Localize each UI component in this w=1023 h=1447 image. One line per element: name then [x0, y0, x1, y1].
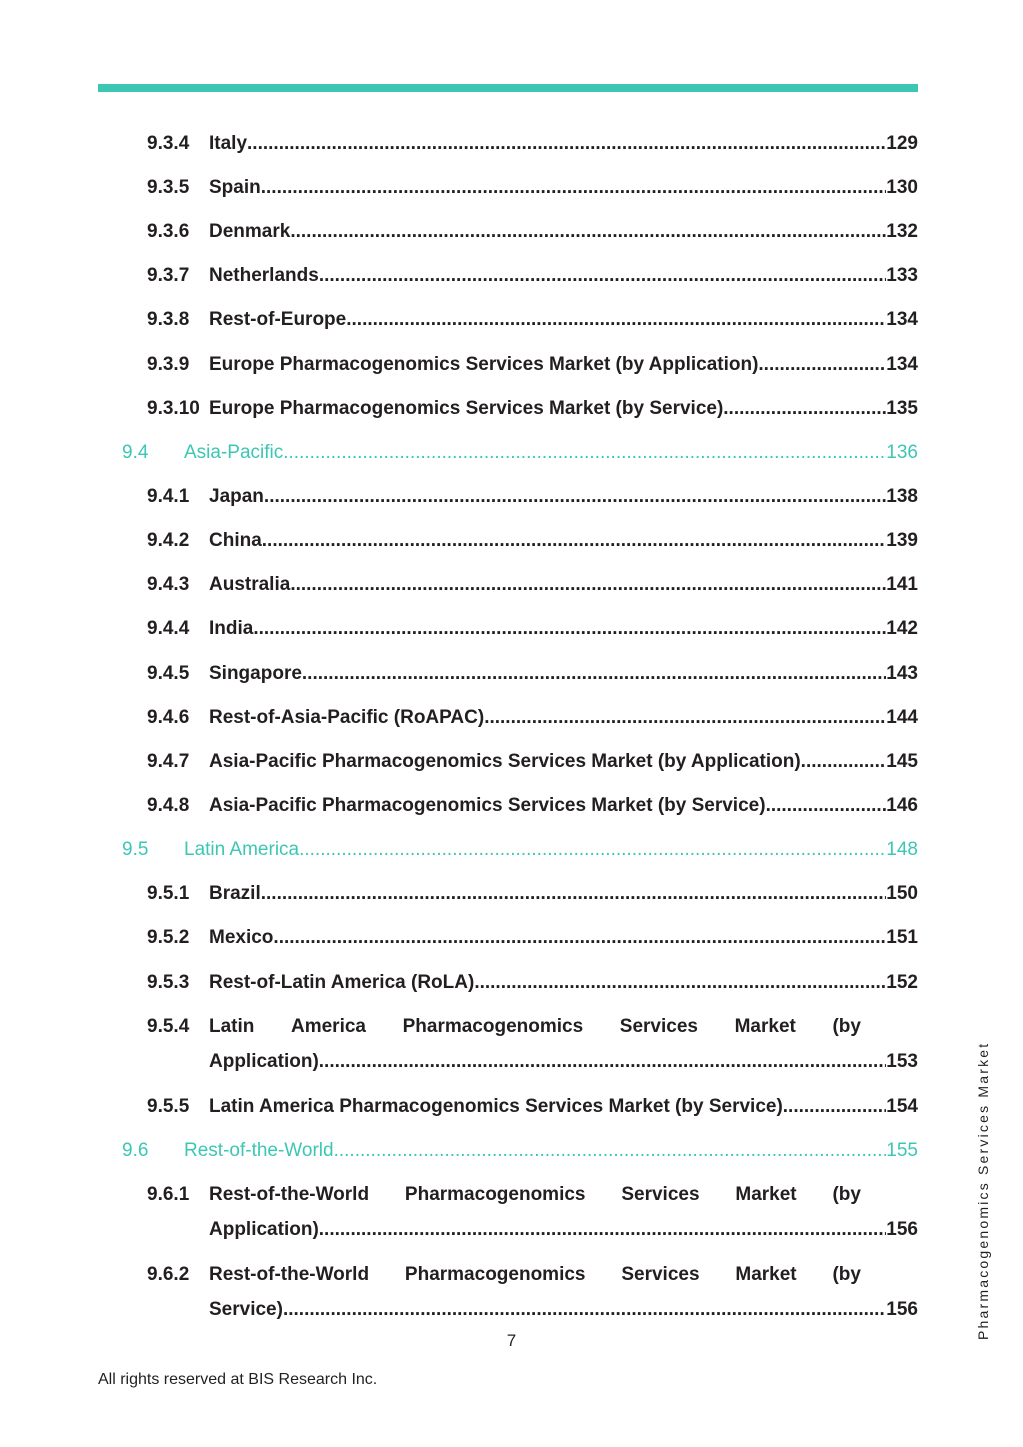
title-word: Rest-of-the-World: [209, 1264, 370, 1285]
toc-entry-title: China: [209, 530, 262, 551]
toc-entry-number: 9.4.8: [147, 795, 190, 816]
toc-entry-page: 144: [886, 707, 918, 728]
toc-entry-title-line1: [209, 1183, 861, 1207]
title-word: Services: [619, 1016, 698, 1037]
toc-entry-title-line2: Application): [209, 1219, 319, 1240]
toc-entry-page: 133: [886, 265, 918, 286]
toc-entry-number: 9.4: [122, 442, 149, 463]
toc-entry-number: 9.3.8: [147, 309, 190, 330]
toc-entry-number: 9.3.5: [147, 177, 190, 198]
toc-entry-title: Asia-Pacific Pharmacogenomics Services Market (by Service): [209, 795, 766, 816]
header-accent-bar: [98, 84, 918, 92]
title-word: Services: [621, 1184, 700, 1205]
toc-entry-page: 143: [886, 663, 918, 684]
toc-entry-number: 9.5.3: [147, 972, 190, 993]
toc-entry-page: 156: [886, 1299, 918, 1320]
toc-entry-title-line1: [209, 1263, 861, 1287]
toc-entry-number: 9.3.7: [147, 265, 190, 286]
toc-entry-number: 9.3.9: [147, 354, 190, 375]
toc-entry-number: 9.6.1: [147, 1184, 190, 1205]
footer-copyright: All rights reserved at BIS Research Inc.: [98, 1371, 378, 1388]
title-word: (by: [832, 1184, 861, 1205]
title-word: Services: [621, 1264, 700, 1285]
toc-entry-page: 142: [886, 618, 918, 639]
toc-entry-title: Rest-of-Latin America (RoLA): [209, 972, 475, 993]
title-word: Rest-of-the-World: [209, 1184, 370, 1205]
toc-entry-title: Asia-Pacific Pharmacogenomics Services Market (by Application): [209, 751, 801, 772]
dot-leader: [283, 1298, 886, 1322]
title-word: (by: [832, 1264, 861, 1285]
toc-entry-page: 153: [886, 1051, 918, 1072]
toc-entry-title: Europe Pharmacogenomics Services Market (by Application): [209, 354, 759, 375]
title-word: Pharmacogenomics: [402, 1016, 584, 1037]
toc-entry-number: 9.4.6: [147, 707, 190, 728]
toc-entry-page: 139: [886, 530, 918, 551]
dot-leader: [262, 529, 887, 553]
dot-leader: [247, 132, 886, 156]
toc-entry-number: 9.4.7: [147, 751, 190, 772]
toc-entry-page: 134: [886, 309, 918, 330]
toc-entry-number: 9.4.5: [147, 663, 190, 684]
title-word: Market: [735, 1264, 797, 1285]
toc-entry-title: Europe Pharmacogenomics Services Market (by Service): [209, 398, 724, 419]
title-word: America: [291, 1016, 366, 1037]
dot-leader: [273, 926, 886, 950]
dot-leader: [474, 971, 886, 995]
dot-leader: [261, 882, 887, 906]
side-running-title: Pharmacogenomics Services Market: [975, 1041, 991, 1340]
toc-entry-number: 9.3.10: [147, 398, 200, 419]
toc-entry-title-line2: Application): [209, 1051, 319, 1072]
toc-entry-title: Rest-of-Asia-Pacific (RoAPAC): [209, 707, 485, 728]
toc-entry-number: 9.4.4: [147, 618, 190, 639]
toc-entry-title: Denmark: [209, 221, 291, 242]
dot-leader: [261, 176, 887, 200]
page-number: 7: [506, 1331, 517, 1350]
toc-entry-title: Brazil: [209, 883, 261, 904]
dot-leader: [484, 706, 886, 730]
toc-entry-page: 141: [886, 574, 918, 595]
toc-entry-number: 9.3.4: [147, 133, 190, 154]
toc-entry-title: Spain: [209, 177, 261, 198]
toc-entry-number: 9.4.1: [147, 486, 190, 507]
toc-entry-title: Singapore: [209, 663, 302, 684]
dot-leader: [299, 838, 886, 862]
toc-entry-page: 132: [886, 221, 918, 242]
toc-entry-title: Rest-of-the-World: [184, 1140, 334, 1161]
dot-leader: [723, 397, 886, 421]
toc-entry-title: Australia: [209, 574, 291, 595]
dot-leader: [766, 794, 887, 818]
toc-entry-number: 9.4.3: [147, 574, 190, 595]
toc-entry-page: 148: [886, 839, 918, 860]
toc-entry-page: 150: [886, 883, 918, 904]
title-word: Market: [735, 1184, 797, 1205]
toc-entry-number: 9.5.4: [147, 1016, 190, 1037]
toc-entry-title-line2: Service): [209, 1299, 283, 1320]
toc-entry-title: Netherlands: [209, 265, 319, 286]
title-word: Pharmacogenomics: [404, 1184, 586, 1205]
dot-leader: [264, 485, 886, 509]
dot-leader: [319, 1050, 887, 1074]
toc-entry-title-line1: [209, 1015, 861, 1039]
toc-entry-title: Italy: [209, 133, 248, 154]
dot-leader: [346, 308, 886, 332]
dot-leader: [283, 441, 886, 465]
dot-leader: [319, 264, 886, 288]
toc-entry-page: 130: [886, 177, 918, 198]
dot-leader: [290, 573, 886, 597]
toc-entry-title: Japan: [209, 486, 264, 507]
toc-entry-page: 135: [886, 398, 918, 419]
toc-entry-title: Rest-of-Europe: [209, 309, 347, 330]
toc-entry-title: India: [209, 618, 254, 639]
toc-entry-number: 9.3.6: [147, 221, 190, 242]
toc-entry-page: 134: [886, 354, 918, 375]
toc-entry-page: 152: [886, 972, 918, 993]
toc-entry-page: 154: [886, 1096, 918, 1117]
title-word: (by: [832, 1016, 861, 1037]
dot-leader: [253, 617, 886, 641]
dot-leader: [334, 1139, 887, 1163]
title-word: Market: [734, 1016, 796, 1037]
toc-entry-page: 129: [886, 133, 918, 154]
dot-leader: [302, 662, 886, 686]
toc-entry-page: 138: [886, 486, 918, 507]
title-word: Pharmacogenomics: [404, 1264, 586, 1285]
dot-leader: [290, 220, 886, 244]
title-word: Latin: [209, 1016, 255, 1037]
toc-entry-page: 151: [886, 927, 918, 948]
toc-entry-number: 9.5.1: [147, 883, 190, 904]
toc-entry-number: 9.5.5: [147, 1096, 190, 1117]
toc-entry-page: 146: [886, 795, 918, 816]
toc-entry-title: Mexico: [209, 927, 274, 948]
dot-leader: [801, 750, 887, 774]
dot-leader: [319, 1218, 887, 1242]
toc-entry-page: 156: [886, 1219, 918, 1240]
toc-entry-number: 9.5.2: [147, 927, 190, 948]
dot-leader: [783, 1095, 887, 1119]
toc-entry-page: 145: [886, 751, 918, 772]
toc-entry-page: 136: [886, 442, 918, 463]
dot-leader: [758, 353, 886, 377]
toc-entry-title: Asia-Pacific: [184, 442, 284, 463]
toc-entry-number: 9.5: [122, 839, 149, 860]
toc-entry-number: 9.6: [122, 1140, 149, 1161]
toc-entry-title: Latin America Pharmacogenomics Services Market (by Service): [209, 1096, 783, 1117]
toc-entry-page: 155: [886, 1140, 918, 1161]
toc-entry-number: 9.6.2: [147, 1264, 190, 1285]
toc-entry-number: 9.4.2: [147, 530, 190, 551]
toc-entry-title: Latin America: [184, 839, 300, 860]
